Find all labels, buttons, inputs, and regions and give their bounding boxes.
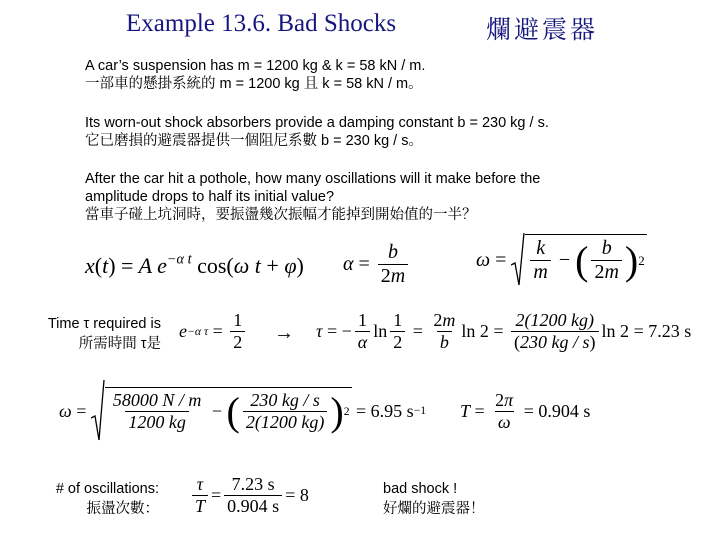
problem-question-en-2: amplitude drops to half its initial value? [85, 189, 335, 205]
remark-bad-shock-zh: 好爛的避震器！ [383, 501, 485, 517]
sqrt-sign-icon [91, 380, 105, 442]
oscillation-result: = 8 [285, 485, 309, 505]
page-title: Example 13.6. Bad Shocks [126, 10, 397, 37]
equation-period: T = $\frac{2\pi}{\omega}$ = 0.904 s [460, 390, 591, 432]
problem-line-damping-en: Its worn-out shock absorbers provide a damping constant b = 230 kg / s. [85, 115, 549, 131]
problem-line-mass-spring-zh: 一部車的懸掛系統的 m = 1200 kg 且 k = 58 kN / m。 [85, 76, 423, 92]
equation-oscillation-count: $\frac{\tau}{T}$ = $\frac{7.23 s}{0.904 s}$ = 8 [189, 474, 309, 517]
label-time-required-en: Time τ required is [47, 316, 161, 332]
equation-omega-numeric: ω = $\frac{58000 N / m}{1200 kg}$ − ( $\frac{230 kg / s}{2(1200 kg)}$ ) 2 = 6.95 s −1 [59, 380, 426, 442]
tau-result: = 7.23 s [633, 321, 692, 341]
equation-alpha: α = $\frac{b}{2m}$ [343, 241, 411, 288]
problem-question-en-1: After the car hit a pothole, how many oscillations will it make before the [85, 171, 541, 187]
problem-question-zh: 當車子碰上坑洞時，要振盪幾次振幅才能掉到開始值的一半？ [85, 207, 477, 223]
arrow-right-icon: → [274, 322, 294, 344]
label-oscillations-en: # of oscillations: [55, 481, 159, 497]
equation-omega-formula: ω = $\frac{k}{m}$ − ( $\frac{b}{2m}$ ) 2 [476, 233, 647, 287]
equation-decay-half: e −α τ = $\frac{1}{2}$ [179, 310, 248, 353]
omega-result: = 6.95 s [356, 400, 414, 421]
page-title-chinese: 爛避震器 [486, 15, 599, 44]
equation-tau: τ = − $\frac{1}{\alpha}$ ln $\frac{1}{2}$ = $\frac{2m}{b}$ ln 2 = $\frac{2(1200 kg)}{(230 kg / s)}$ ln 2 = 7.23 s [316, 310, 692, 352]
problem-line-damping-zh: 它已磨損的避震器提供一個阻尼系數 b = 230 kg / s。 [85, 133, 423, 149]
period-result: = 0.904 s [523, 401, 591, 421]
problem-line-mass-spring-en: A car’s suspension has m = 1200 kg & k = 58 kN / m. [85, 58, 426, 74]
sqrt-sign-icon [511, 233, 525, 287]
equation-displacement: x(t) = A $e^{-\alpha t}$ cos(ω t + φ) [85, 251, 304, 278]
label-oscillations-zh: 振盪次數： [86, 501, 159, 517]
remark-bad-shock-en: bad shock ! [383, 481, 458, 497]
label-time-required-zh: 所需時間 τ是 [78, 336, 161, 352]
